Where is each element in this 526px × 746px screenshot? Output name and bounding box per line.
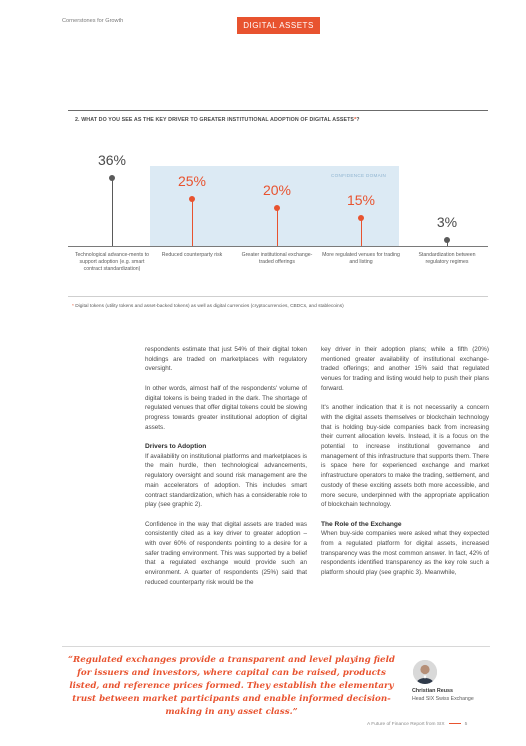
section-tab-label: DIGITAL ASSETS xyxy=(243,21,314,30)
lollipop-stem xyxy=(277,208,278,246)
question-suffix: ? xyxy=(356,117,360,123)
value-label: 15% xyxy=(346,191,376,208)
paragraph: Confidence in the way that digital assets are traded was consistently cited as a key driver to greater adoption – with over 60% of respondents pointing to a desire for a safer trading environment. This was supported by a belief that a regulated exchange would provide such an environment. A quarter of respondents (25%) said that reduced counterparty risk would be the xyxy=(145,520,307,586)
subheading-drivers: Drivers to Adoption xyxy=(145,443,207,450)
paragraph: In other words, almost half of the respondents' volume of digital tokens is being traded in the dark. The shortage of regulated venues that offer digital tokens could be slowing progress towards greater institutional adoption of digital assets. xyxy=(145,384,307,431)
lollipop-stem xyxy=(361,218,362,246)
page-footer xyxy=(367,722,467,727)
lollipop-dot xyxy=(189,196,195,202)
author-title: Head SIX Swiss Exchange xyxy=(412,696,474,702)
category-label: More regulated venues for trading and listing xyxy=(322,252,400,265)
question-title-text: 2. WHAT DO YOU SEE AS THE KEY DRIVER TO GREATER INSTITUTIONAL ADOPTION OF DIGITAL ASSETS xyxy=(75,117,355,123)
value-label: 25% xyxy=(177,172,207,189)
paragraph: respondents estimate that just 54% of their digital token holdings are traded on marketplaces with regulatory oversight. xyxy=(145,346,307,373)
chart-footnote xyxy=(72,304,344,309)
footnote-text: Digital tokens (utility tokens and asset-backed tokens) as well as digital currencies (cryptocurrencies, CBDCs, and stablecoins) xyxy=(73,304,344,309)
value-label: 20% xyxy=(262,182,292,199)
pull-quote: “Regulated exchanges provide a transparent and level playing field for issuers and investors, where capital can be raised, products listed, and reference prices formed. They establish the elementary trust between market participants and enable informed decision-making in any asset class.” xyxy=(68,655,395,717)
quote-rule xyxy=(62,646,490,647)
lollipop-stem xyxy=(192,199,193,246)
footer-dash xyxy=(449,723,461,724)
question-title xyxy=(75,117,360,123)
body-column-left xyxy=(145,345,307,588)
question-asterisk: * xyxy=(354,117,357,123)
category-label: Technological advance-ments to support adoption (e.g. smart contract standardization) xyxy=(74,252,150,272)
section-tab-digital-assets xyxy=(237,17,320,34)
paragraph: When buy-side companies were asked what they expected from a regulated platform for digital assets, increased transparency was the most common answer. In fact, 42% of respondents identified transparency as the key role such a platform should play (see graphic 3). Meanwhile, xyxy=(321,530,489,577)
person-icon xyxy=(413,660,437,684)
category-label: Standardization between regulatory regimes xyxy=(418,252,476,265)
subheading-role-of-exchange: The Role of the Exchange xyxy=(321,520,402,528)
value-label: 36% xyxy=(97,152,127,168)
lollipop-stem xyxy=(112,178,113,246)
footnote-asterisk: * xyxy=(72,304,74,309)
category-label: Reduced counterparty risk xyxy=(161,252,223,258)
author-name: Christian Reuss xyxy=(412,688,454,694)
chart-baseline xyxy=(68,246,488,247)
header-section-label: Cornerstones for Growth xyxy=(62,18,124,24)
question-rule xyxy=(68,110,488,111)
lollipop-dot xyxy=(109,175,115,181)
paragraph: If availability on institutional platforms and marketplaces is the main hurdle, then technological advancements, regulatory oversight and sound risk management are the main accelerators of adoption. This includes smart contract standardization, which has a considerable role to play (see graphic 2). xyxy=(145,452,307,509)
paragraph: key driver in their adoption plans; while a fifth (20%) mentioned greater availability of institutional exchange-traded offerings; and another 15% said that regulated venues for trading and listing would help to push their plans forward. xyxy=(321,346,489,392)
paragraph: It's another indication that it is not necessarily a concern with the digital assets themselves or blockchain technology that is holding buy-side companies back from increasing their current allocation levels. Instead, it is a focus on the potential to increase institutional governance and management of this infrastructure that supports them. There is space here for experienced exchange and market infrastructure operators to make the trading, settlement, and custody of these exciting assets both more accessible, and more secure, underpinned with the appropriate application of blockchain technology. xyxy=(321,404,489,509)
confidence-domain-label: CONFIDENCE DOMAIN xyxy=(331,173,387,178)
page-number: 5 xyxy=(464,722,468,727)
lollipop-dot xyxy=(358,215,364,221)
category-label: Greater institutional exchange-traded offerings xyxy=(241,252,313,265)
lollipop-dot xyxy=(444,237,450,243)
author-avatar xyxy=(413,660,437,684)
value-label: 3% xyxy=(436,214,458,231)
footnote-rule xyxy=(68,296,488,297)
body-column-right xyxy=(321,345,489,578)
footer-text: A Future of Finance Report from SIX xyxy=(367,722,445,727)
